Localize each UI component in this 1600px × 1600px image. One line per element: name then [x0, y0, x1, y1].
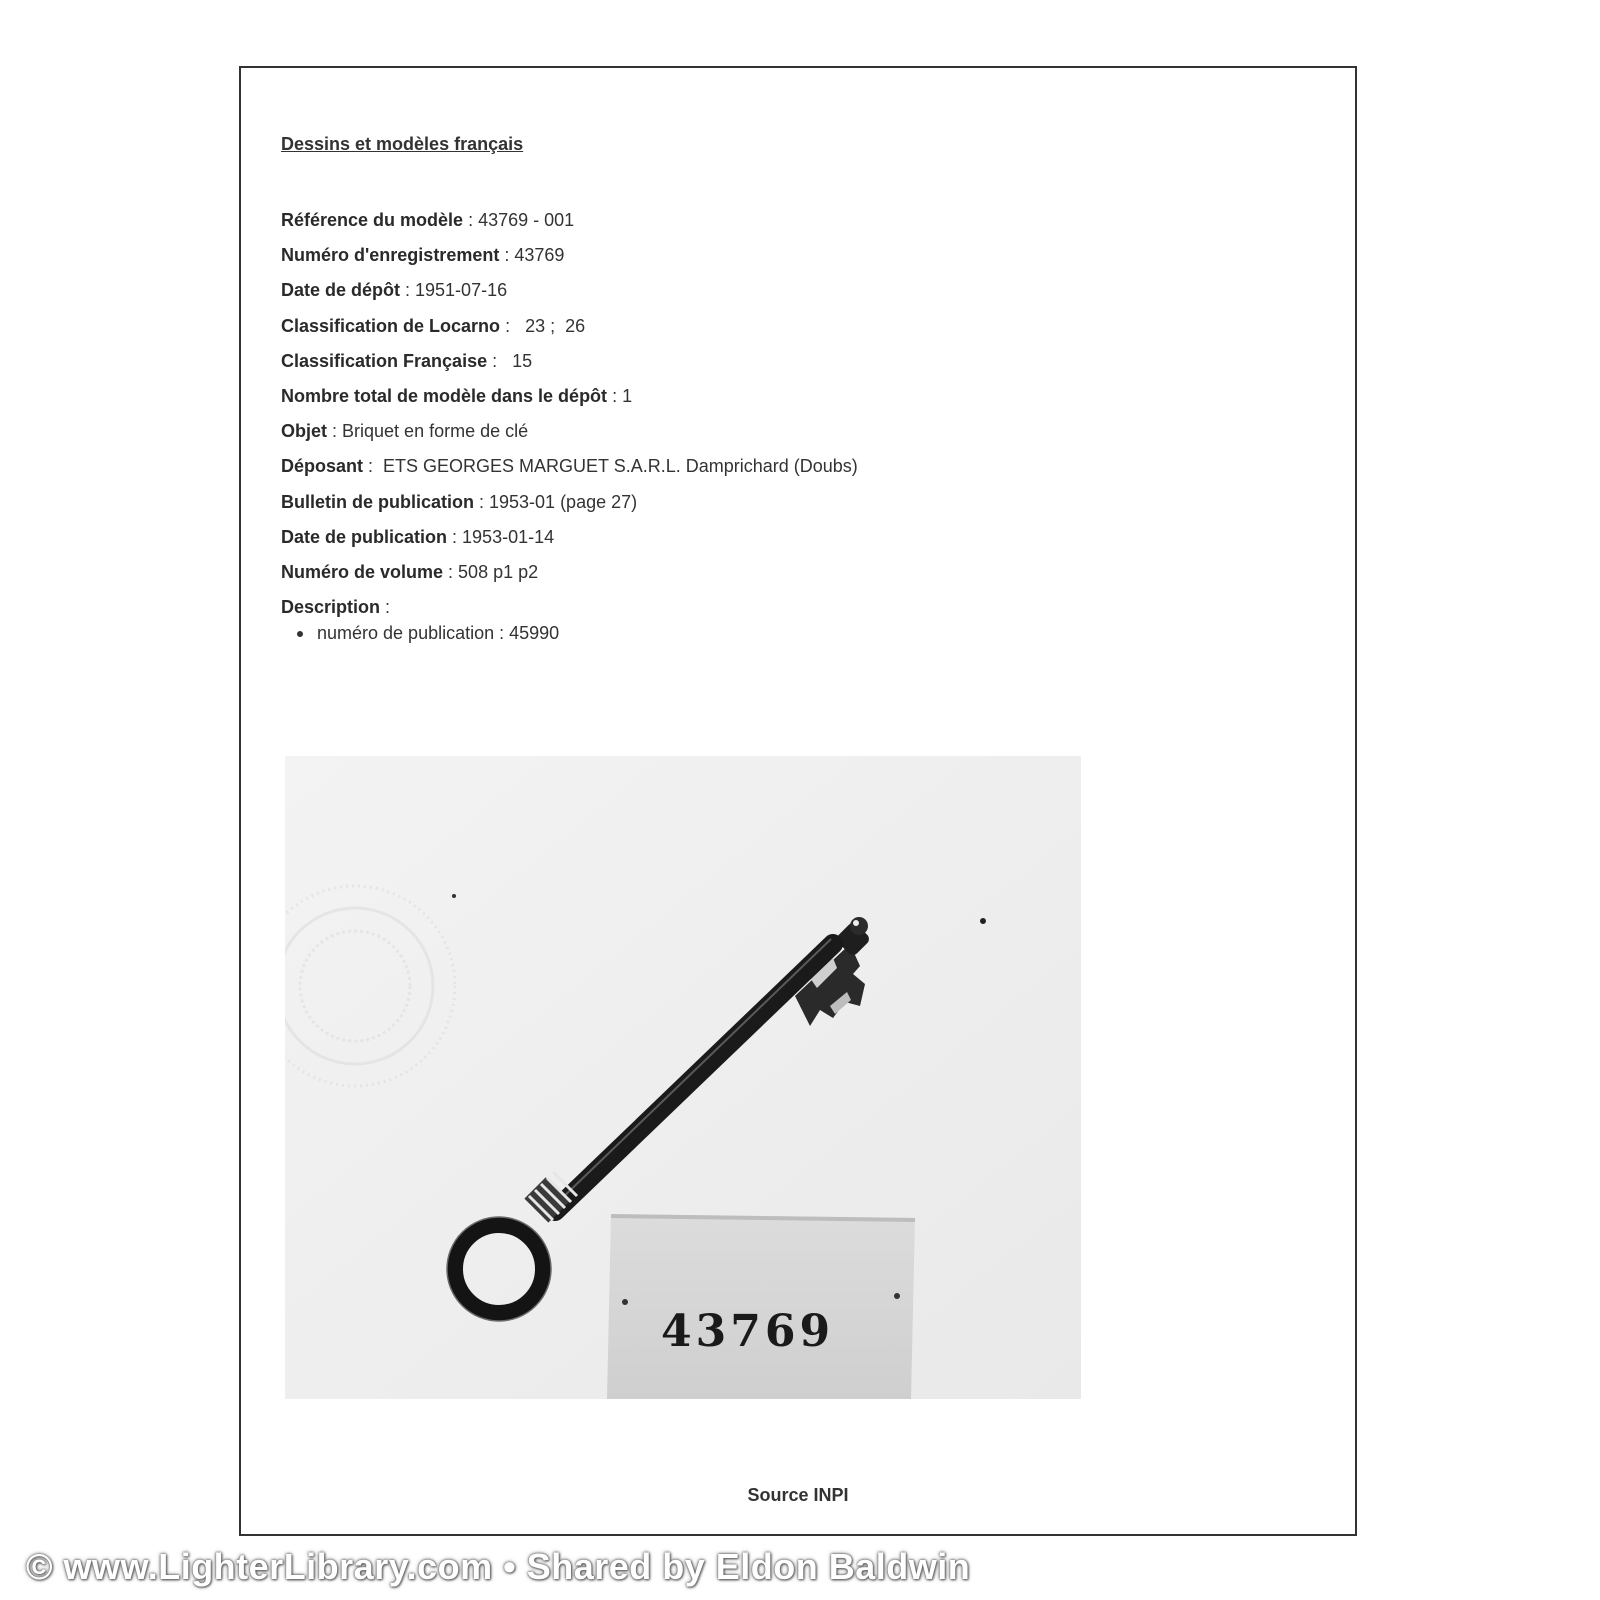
field-value: : 1953-01-14 — [447, 526, 555, 547]
field-row — [281, 238, 858, 273]
field-value: : 1953-01 (page 27) — [474, 491, 638, 512]
field-row — [281, 344, 858, 379]
field-label: Bulletin de publication — [281, 491, 474, 512]
field-row — [281, 203, 858, 238]
document-frame — [239, 66, 1357, 1536]
field-label: Date de publication — [281, 526, 448, 547]
field-row — [281, 449, 858, 484]
field-value: : 43769 — [499, 245, 565, 266]
number-card — [607, 1214, 915, 1399]
field-label: Référence du modèle — [281, 210, 464, 230]
field-value: : 1951-07-16 — [400, 280, 508, 301]
field-row — [281, 309, 858, 344]
field-value: : 1 — [607, 385, 633, 406]
field-value: : 15 — [487, 350, 533, 371]
key-lighter-photo — [285, 756, 1081, 1399]
field-value: : 43769 - 001 — [463, 210, 575, 230]
field-value: : ETS GEORGES MARGUET S.A.R.L. Damprichard (Doubs) — [363, 456, 858, 477]
field-label: Description — [281, 597, 381, 618]
field-row — [281, 273, 858, 308]
description-list — [297, 618, 559, 648]
field-row — [281, 555, 858, 590]
field-label: Date de dépôt — [281, 280, 401, 301]
source-credit: Source INPI — [747, 1485, 849, 1505]
document-heading: Dessins et modèles français — [281, 134, 524, 154]
card-number: 43769 — [661, 1306, 835, 1357]
field-label: Numéro d'enregistrement — [281, 245, 500, 266]
field-value: : — [380, 597, 391, 618]
field-row — [281, 485, 858, 520]
field-label: Nombre total de modèle dans le dépôt — [281, 385, 608, 406]
field-label: Objet — [281, 421, 328, 442]
field-value: : 508 p1 p2 — [443, 561, 539, 582]
field-row — [281, 414, 858, 449]
field-value: : Briquet en forme de clé — [327, 421, 529, 442]
field-row — [281, 379, 858, 414]
field-label: Classification Française — [281, 350, 488, 371]
description-item: numéro de publication : 45990 — [297, 618, 559, 648]
field-list — [281, 203, 858, 625]
field-label: Numéro de volume — [281, 561, 444, 582]
field-value: : 23 ; 26 — [500, 315, 586, 336]
watermark-text: © www.LighterLibrary.com • Shared by Eldon Baldwin — [26, 1546, 971, 1587]
field-label: Déposant — [281, 456, 364, 477]
field-row — [281, 520, 858, 555]
field-label: Classification de Locarno — [281, 315, 501, 336]
